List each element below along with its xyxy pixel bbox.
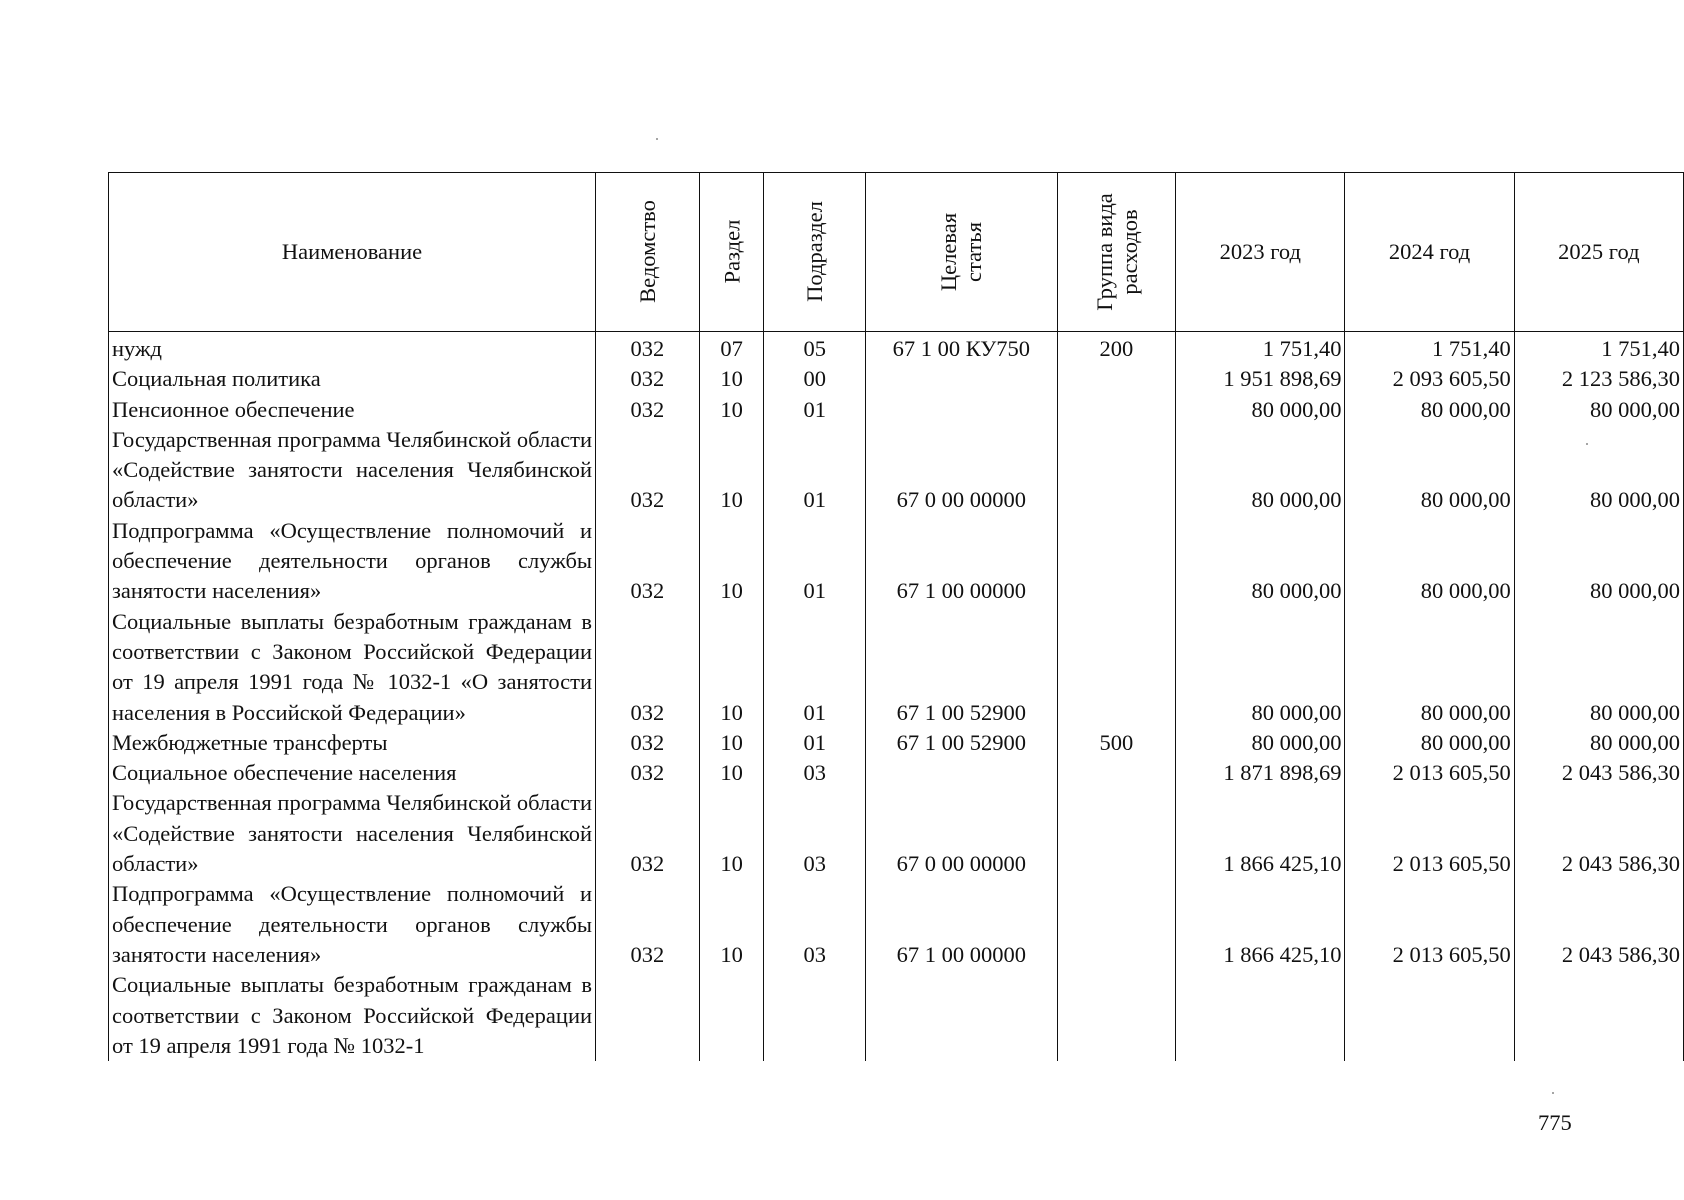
cell-group — [1057, 758, 1176, 788]
table-body — [109, 332, 1684, 1062]
cell-article: 67 1 00 00000 — [866, 516, 1057, 607]
scan-speck — [656, 138, 658, 140]
cell-article — [866, 395, 1057, 425]
cell-section: 10 — [699, 516, 764, 607]
cell-y2025: 80 000,00 — [1514, 607, 1683, 728]
cell-subsection: 01 — [764, 728, 866, 758]
header-year-2024: 2024 год — [1345, 173, 1514, 332]
cell-group — [1057, 788, 1176, 879]
cell-y2025: 80 000,00 — [1514, 728, 1683, 758]
cell-name: Пенсионное обеспечение — [109, 395, 596, 425]
header-subsection: Подраздел — [764, 173, 866, 332]
cell-section — [699, 970, 764, 1061]
cell-section: 10 — [699, 364, 764, 394]
cell-y2025: 2 123 586,30 — [1514, 364, 1683, 394]
table-row — [109, 970, 1684, 1061]
cell-name: Социальные выплаты безработным гражданам в соответствии с Законом Российской Федерации от 19 апреля 1991 года № 1032-1 — [109, 970, 596, 1061]
table-row — [109, 425, 1684, 516]
cell-section: 10 — [699, 879, 764, 970]
cell-name: Государственная программа Челябинской области «Содействие занятости населения Челябинской области» — [109, 788, 596, 879]
cell-y2023: 1 871 898,69 — [1176, 758, 1345, 788]
cell-dept: 032 — [596, 788, 700, 879]
cell-y2024: 80 000,00 — [1345, 425, 1514, 516]
cell-section: 10 — [699, 758, 764, 788]
cell-subsection: 01 — [764, 425, 866, 516]
cell-y2025: 80 000,00 — [1514, 425, 1683, 516]
cell-y2025: 2 043 586,30 — [1514, 758, 1683, 788]
cell-y2023: 1 951 898,69 — [1176, 364, 1345, 394]
table-row — [109, 788, 1684, 879]
cell-article — [866, 364, 1057, 394]
cell-y2024: 80 000,00 — [1345, 516, 1514, 607]
cell-y2024: 80 000,00 — [1345, 395, 1514, 425]
table-row — [109, 516, 1684, 607]
cell-dept: 032 — [596, 364, 700, 394]
cell-dept: 032 — [596, 425, 700, 516]
cell-article — [866, 758, 1057, 788]
cell-section: 10 — [699, 395, 764, 425]
scan-speck — [1586, 443, 1588, 445]
header-section: Раздел — [699, 173, 764, 332]
cell-y2023: 1 866 425,10 — [1176, 879, 1345, 970]
budget-table — [108, 172, 1684, 1061]
cell-name: нужд — [109, 332, 596, 365]
cell-dept: 032 — [596, 516, 700, 607]
cell-y2025: 2 043 586,30 — [1514, 788, 1683, 879]
cell-dept — [596, 970, 700, 1061]
cell-group — [1057, 425, 1176, 516]
cell-subsection: 01 — [764, 516, 866, 607]
header-year-2023: 2023 год — [1176, 173, 1345, 332]
cell-y2024: 2 093 605,50 — [1345, 364, 1514, 394]
cell-dept: 032 — [596, 332, 700, 365]
cell-section: 10 — [699, 425, 764, 516]
cell-name: Подпрограмма «Осуществление полномочий и обеспечение деятельности органов службы занятости населения» — [109, 516, 596, 607]
cell-group — [1057, 364, 1176, 394]
cell-name: Социальное обеспечение населения — [109, 758, 596, 788]
cell-y2025: 1 751,40 — [1514, 332, 1683, 365]
cell-name: Государственная программа Челябинской области «Содействие занятости населения Челябинской области» — [109, 425, 596, 516]
table-row — [109, 364, 1684, 394]
cell-article: 67 1 00 КУ750 — [866, 332, 1057, 365]
cell-y2023: 80 000,00 — [1176, 607, 1345, 728]
cell-section: 10 — [699, 728, 764, 758]
table-row — [109, 758, 1684, 788]
cell-article: 67 0 00 00000 — [866, 425, 1057, 516]
cell-y2024: 2 013 605,50 — [1345, 758, 1514, 788]
header-year-2025: 2025 год — [1514, 173, 1683, 332]
cell-y2023: 80 000,00 — [1176, 395, 1345, 425]
header-department: Ведомство — [596, 173, 700, 332]
cell-y2023 — [1176, 970, 1345, 1061]
cell-group — [1057, 879, 1176, 970]
cell-y2025 — [1514, 970, 1683, 1061]
table-row — [109, 879, 1684, 970]
table-row — [109, 332, 1684, 365]
cell-subsection: 05 — [764, 332, 866, 365]
cell-y2025: 80 000,00 — [1514, 516, 1683, 607]
header-name: Наименование — [109, 173, 596, 332]
cell-y2024: 2 013 605,50 — [1345, 788, 1514, 879]
cell-y2023: 1 866 425,10 — [1176, 788, 1345, 879]
cell-subsection: 01 — [764, 395, 866, 425]
cell-subsection: 01 — [764, 607, 866, 728]
cell-name: Социальные выплаты безработным гражданам в соответствии с Законом Российской Федерации от 19 апреля 1991 года № 1032-1 «О занятости населения в Российской Федерации» — [109, 607, 596, 728]
cell-subsection: 03 — [764, 879, 866, 970]
cell-group — [1057, 607, 1176, 728]
cell-article: 67 1 00 52900 — [866, 728, 1057, 758]
table-row — [109, 395, 1684, 425]
cell-section: 10 — [699, 788, 764, 879]
cell-dept: 032 — [596, 879, 700, 970]
cell-article: 67 1 00 52900 — [866, 607, 1057, 728]
cell-section: 10 — [699, 607, 764, 728]
header-target-article: Целевая статья — [866, 173, 1057, 332]
cell-y2024: 80 000,00 — [1345, 728, 1514, 758]
cell-group — [1057, 516, 1176, 607]
scan-speck — [1552, 1092, 1554, 1094]
cell-subsection: 03 — [764, 758, 866, 788]
cell-y2024 — [1345, 970, 1514, 1061]
cell-group: 200 — [1057, 332, 1176, 365]
cell-dept: 032 — [596, 607, 700, 728]
cell-dept: 032 — [596, 395, 700, 425]
table-header-row — [109, 173, 1684, 332]
cell-article: 67 0 00 00000 — [866, 788, 1057, 879]
page-number: 775 — [1538, 1110, 1572, 1135]
cell-y2023: 80 000,00 — [1176, 516, 1345, 607]
cell-section: 07 — [699, 332, 764, 365]
cell-group — [1057, 395, 1176, 425]
header-expense-group: Группа вида расходов — [1057, 173, 1176, 332]
cell-subsection — [764, 970, 866, 1061]
cell-y2024: 80 000,00 — [1345, 607, 1514, 728]
cell-dept: 032 — [596, 728, 700, 758]
cell-y2023: 1 751,40 — [1176, 332, 1345, 365]
cell-name: Подпрограмма «Осуществление полномочий и обеспечение деятельности органов службы занятости населения» — [109, 879, 596, 970]
table-row — [109, 607, 1684, 728]
cell-group — [1057, 970, 1176, 1061]
cell-article — [866, 970, 1057, 1061]
cell-y2025: 2 043 586,30 — [1514, 879, 1683, 970]
cell-name: Социальная политика — [109, 364, 596, 394]
cell-subsection: 00 — [764, 364, 866, 394]
cell-y2024: 2 013 605,50 — [1345, 879, 1514, 970]
cell-name: Межбюджетные трансферты — [109, 728, 596, 758]
cell-y2025: 80 000,00 — [1514, 395, 1683, 425]
cell-y2024: 1 751,40 — [1345, 332, 1514, 365]
table-row — [109, 728, 1684, 758]
cell-y2023: 80 000,00 — [1176, 728, 1345, 758]
cell-y2023: 80 000,00 — [1176, 425, 1345, 516]
cell-subsection: 03 — [764, 788, 866, 879]
cell-group: 500 — [1057, 728, 1176, 758]
cell-article: 67 1 00 00000 — [866, 879, 1057, 970]
cell-dept: 032 — [596, 758, 700, 788]
